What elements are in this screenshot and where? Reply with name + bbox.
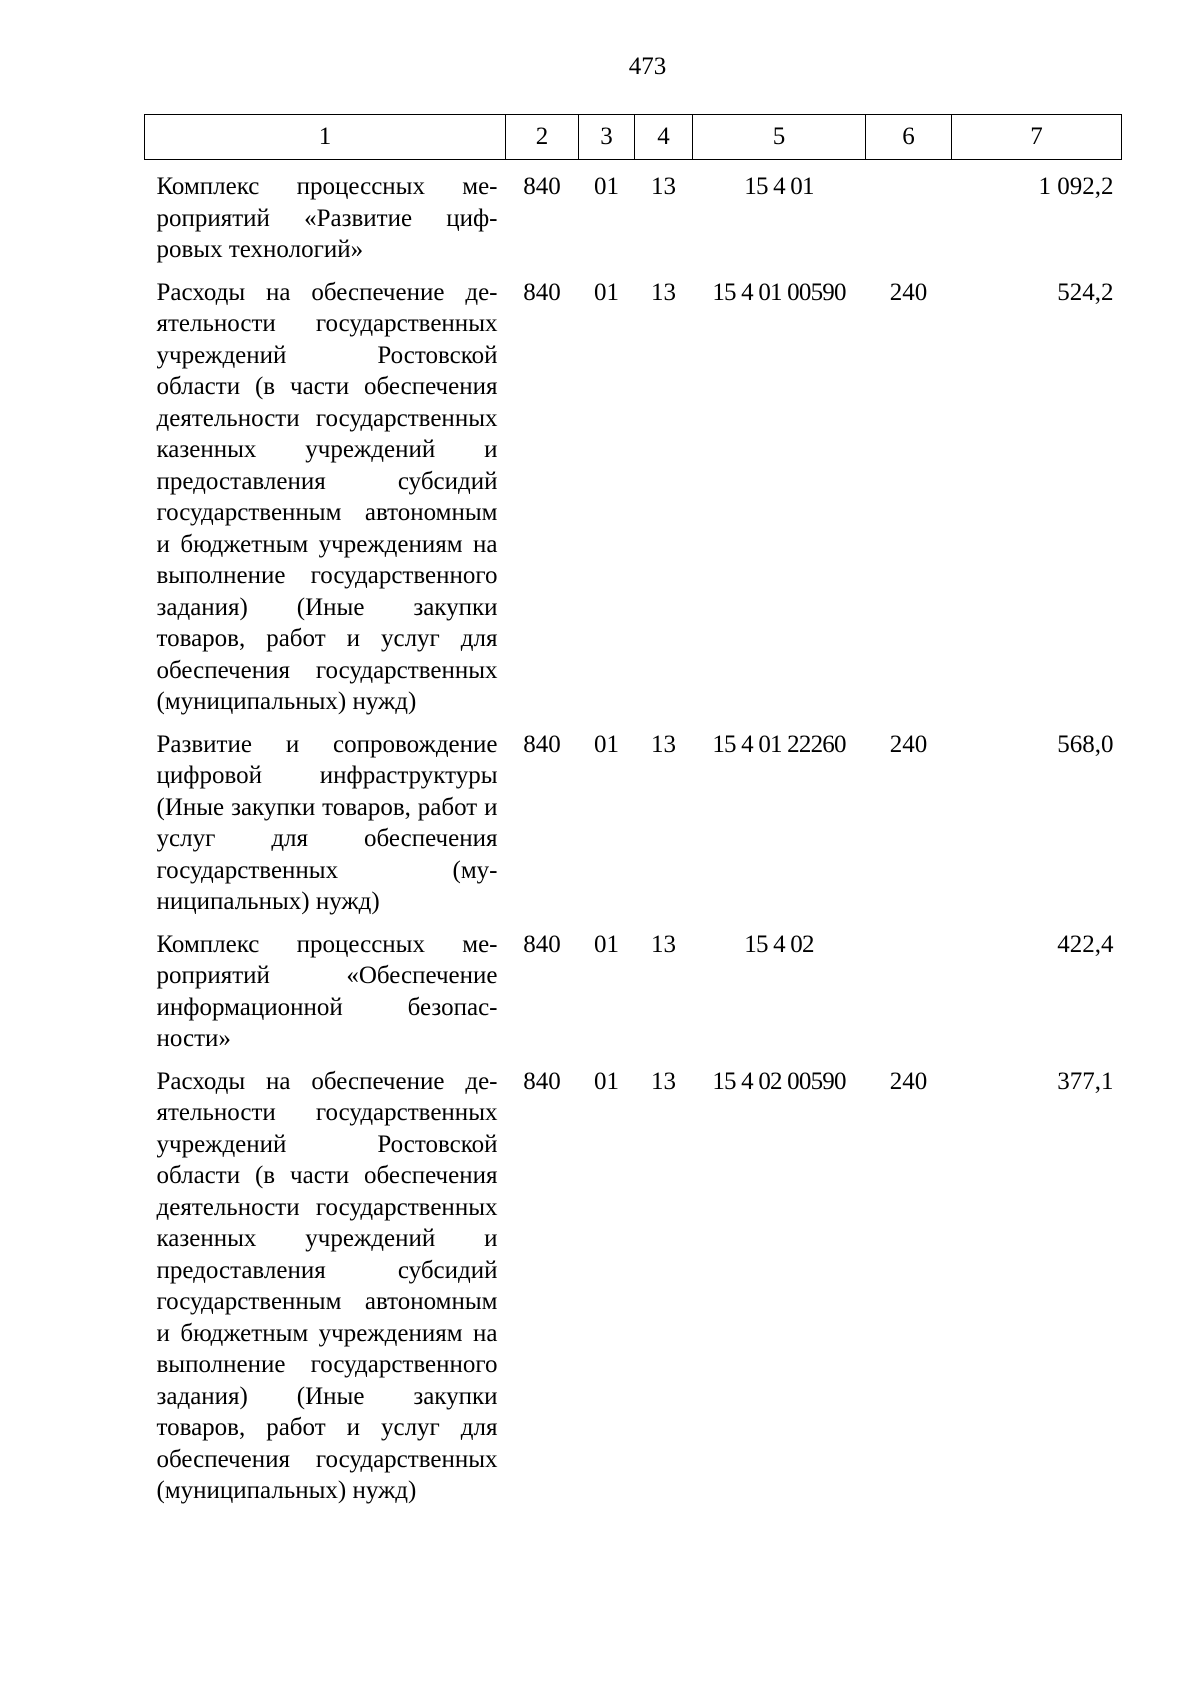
row-ministry-code: 840 <box>523 173 561 200</box>
row-expense-type: 240 <box>889 1067 928 1095</box>
column-header-4: 4 <box>635 115 693 160</box>
column-header-3: 3 <box>579 115 635 160</box>
column-header-1: 1 <box>145 115 506 160</box>
table-row <box>145 160 1122 266</box>
row-description: Развитие и сопровождение цифровой инфраструктуры (Иные закупки товаров, работ и услуг для обеспечения государственных (муниципальных) нужд) <box>156 730 498 915</box>
row-section: 01 <box>594 278 619 306</box>
row-section: 01 <box>594 173 619 200</box>
budget-table <box>144 114 1122 1507</box>
row-target-article: 15 4 02 00590 <box>712 1067 846 1095</box>
row-expense-type: 240 <box>889 278 928 306</box>
row-amount: 568,0 <box>1057 730 1114 758</box>
table-row <box>145 1055 1122 1507</box>
row-subsection: 13 <box>651 730 676 758</box>
row-subsection: 13 <box>651 278 676 306</box>
row-ministry-code: 840 <box>523 730 561 758</box>
column-header-6: 6 <box>866 115 952 160</box>
row-target-article: 15 4 01 22260 <box>712 730 846 758</box>
row-target-article: 15 4 02 <box>744 930 814 958</box>
table-row <box>145 266 1122 718</box>
row-description: Расходы на обеспечение деятельности государственных учреждений Ростовской области (в части обеспечения деятельности государственных казенных учреждений и предоставления субсидий государственным автономным и бюджетным учреждениям на выполнение государственного задания) (Иные закупки товаров, работ и услуг для обеспечения государственных (муниципальных) нужд) <box>156 278 498 715</box>
column-header-7: 7 <box>952 115 1122 160</box>
table-body <box>145 160 1122 1507</box>
column-header-2: 2 <box>506 115 579 160</box>
row-section: 01 <box>594 1067 619 1095</box>
header-row <box>145 115 1122 160</box>
table-header <box>145 115 1122 160</box>
row-ministry-code: 840 <box>523 930 561 958</box>
row-description: Комплекс процессных мероприятий «Развитие цифровых технологий» <box>156 173 498 263</box>
row-description: Расходы на обеспечение деятельности государственных учреждений Ростовской области (в части обеспечения деятельности государственных казенных учреждений и предоставления субсидий государственным автономным и бюджетным учреждениям на выполнение государственного задания) (Иные закупки товаров, работ и услуг для обеспечения государственных (муниципальных) нужд) <box>156 1067 498 1504</box>
row-target-article: 15 4 01 00590 <box>712 278 846 306</box>
row-subsection: 13 <box>651 930 676 958</box>
row-description: Комплекс процессных мероприятий «Обеспечение информационной безопасности» <box>156 930 498 1052</box>
row-amount: 377,1 <box>1057 1067 1114 1095</box>
table-row <box>145 918 1122 1055</box>
row-ministry-code: 840 <box>523 1067 561 1095</box>
column-header-5: 5 <box>693 115 866 160</box>
row-ministry-code: 840 <box>523 278 561 306</box>
row-subsection: 13 <box>651 1067 676 1095</box>
row-amount: 1 092,2 <box>1038 173 1114 200</box>
row-section: 01 <box>594 930 619 958</box>
row-expense-type: 240 <box>889 730 928 758</box>
row-expense-type <box>866 160 952 266</box>
row-expense-type <box>866 918 952 1055</box>
row-subsection: 13 <box>651 173 676 200</box>
row-section: 01 <box>594 730 619 758</box>
page-number: 473 <box>628 53 667 80</box>
row-amount: 422,4 <box>1057 930 1114 958</box>
table-row <box>145 718 1122 918</box>
row-target-article: 15 4 01 <box>744 173 814 200</box>
row-amount: 524,2 <box>1057 278 1114 306</box>
